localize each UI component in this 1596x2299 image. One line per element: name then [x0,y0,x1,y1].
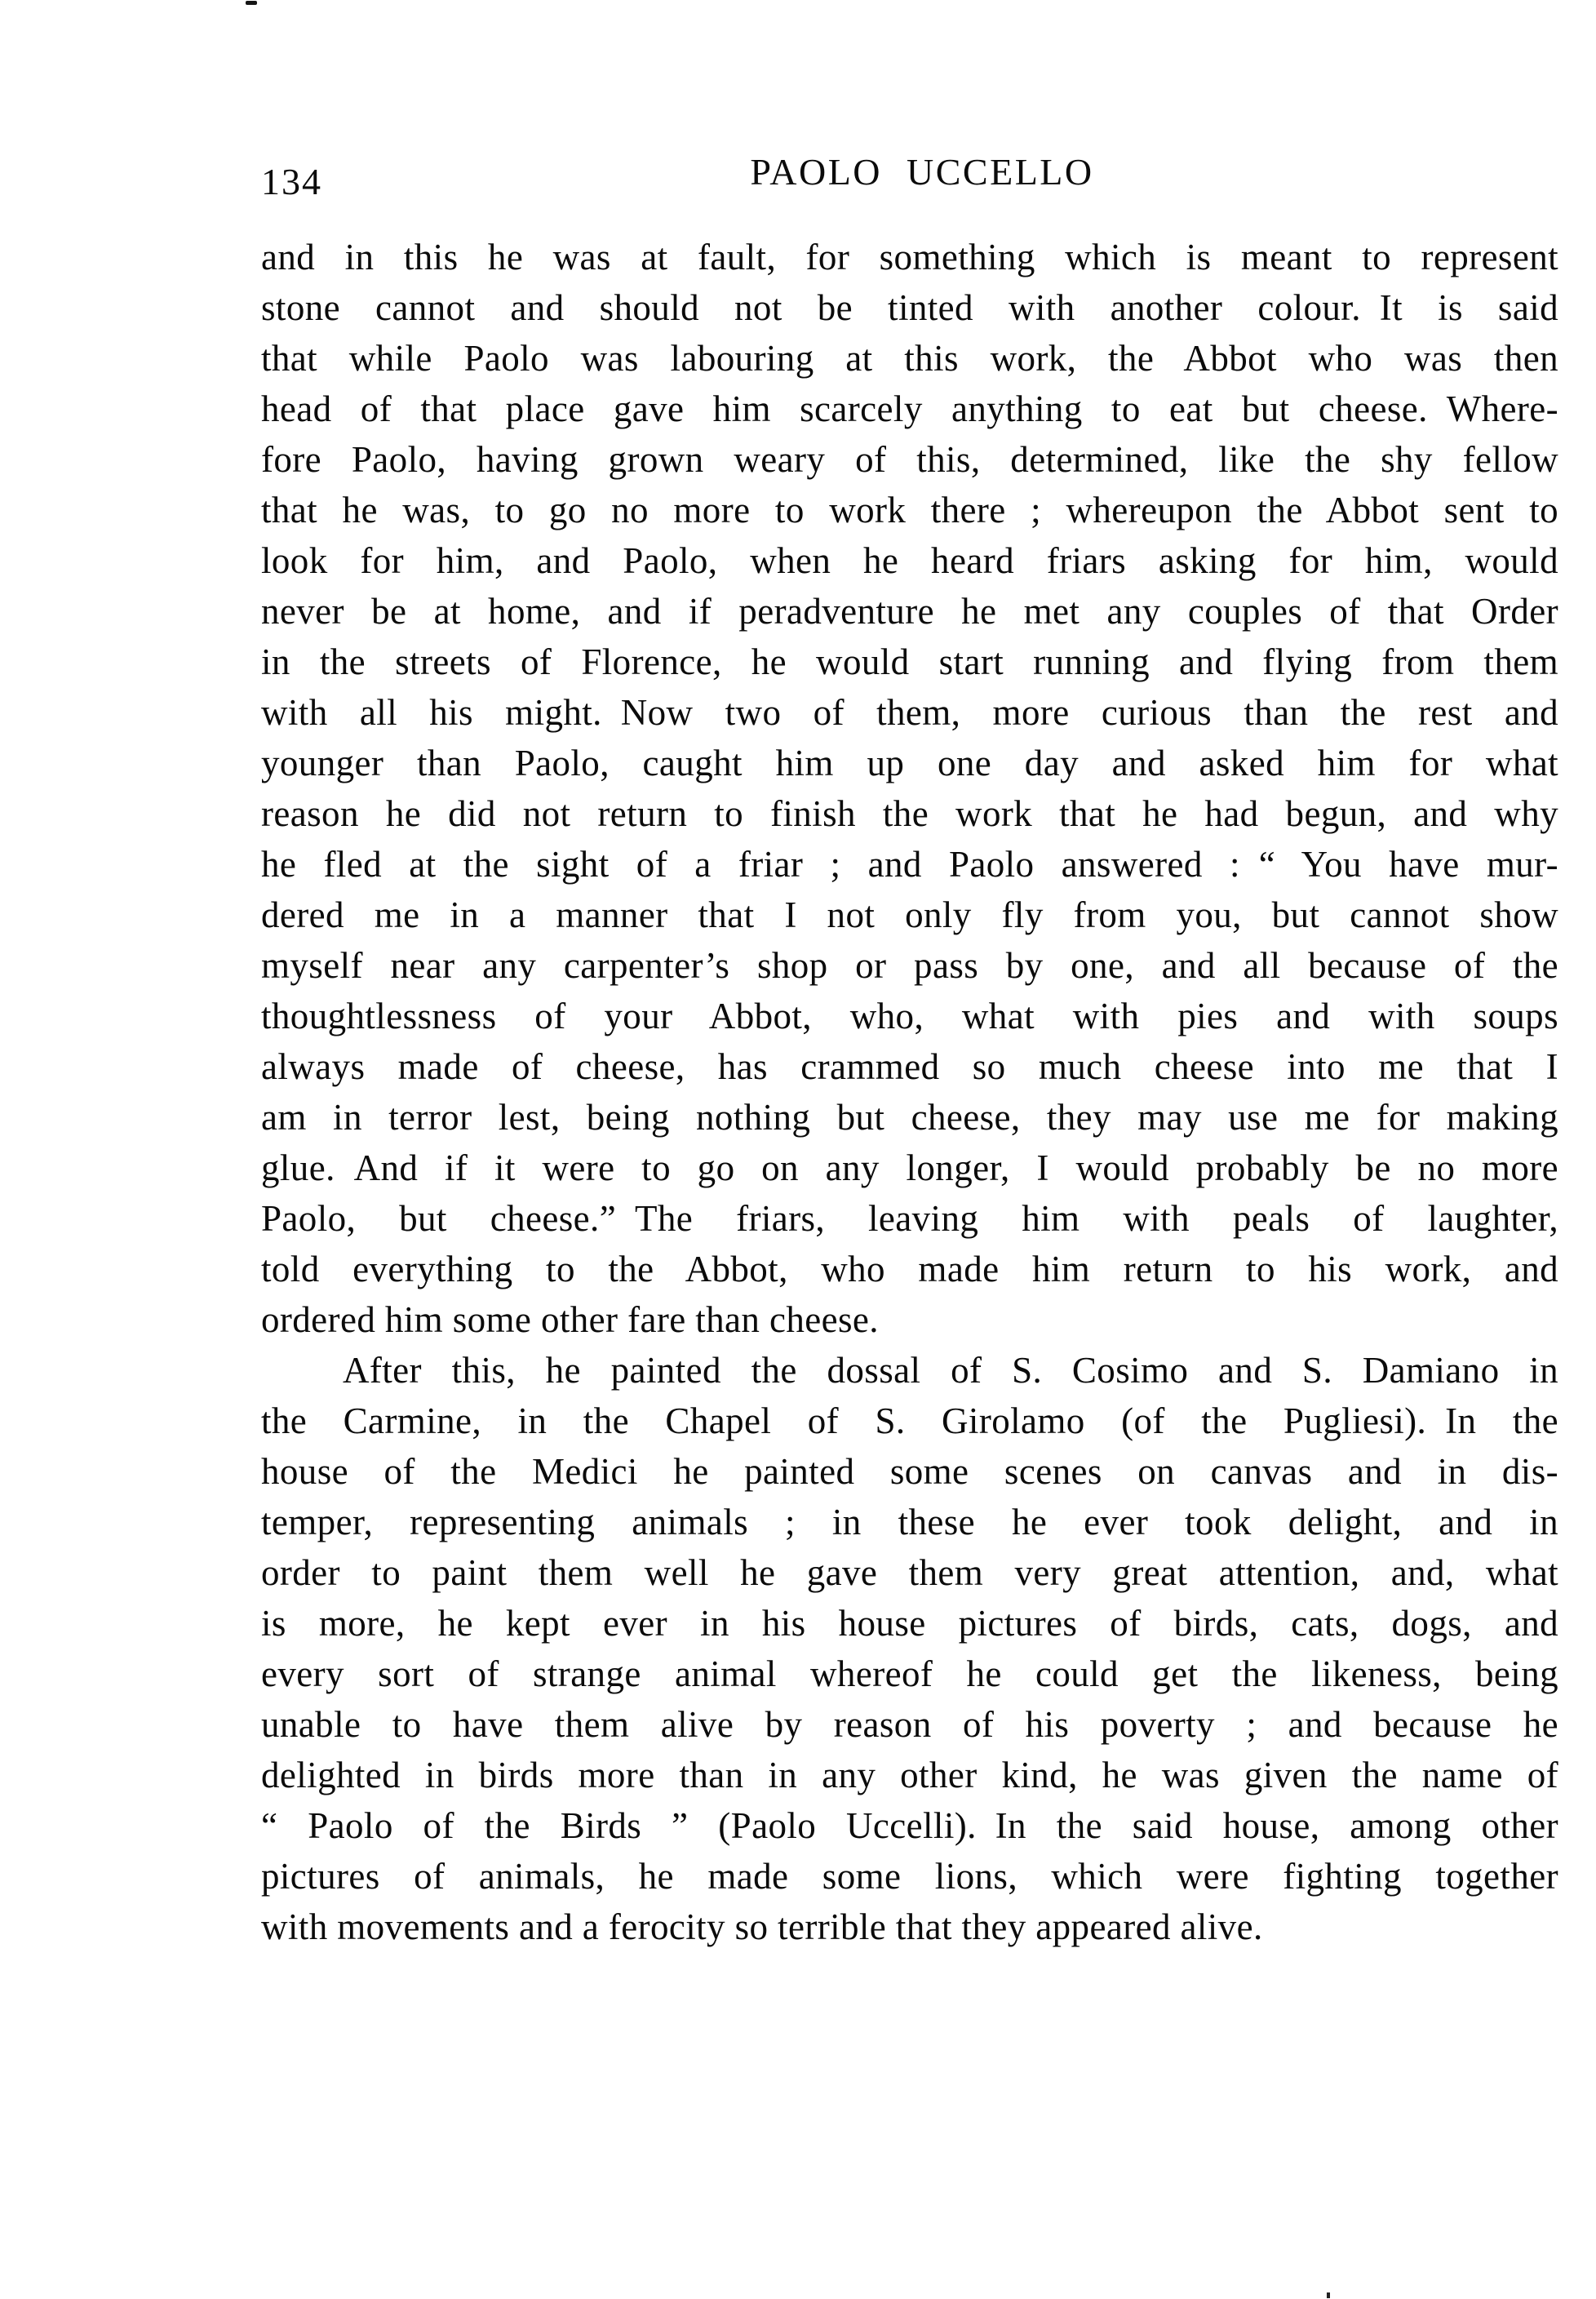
text-line: in the streets of Florence, he would start running and flying from them [261,641,1558,682]
text-line: reason he did not return to finish the work that he had begun, and why [261,793,1558,834]
text-line: with all his might. Now two of them, more curious than the rest and [261,692,1558,733]
page-number: 134 [261,161,322,202]
text-line: every sort of strange animal whereof he could get the likeness, being [261,1653,1558,1694]
text-line: pictures of animals, he made some lions, which were fighting together [261,1856,1558,1897]
text-line: house of the Medici he painted some scenes on canvas and in dis- [261,1451,1558,1492]
text-line: thoughtlessness of your Abbot, who, what with pies and with soups [261,996,1558,1036]
body-text [261,232,1558,1952]
text-line: Paolo, but cheese.” The friars, leaving him with peals of laughter, [261,1198,1558,1239]
text-line: told everything to the Abbot, who made him return to his work, and [261,1249,1558,1289]
text-line: unable to have them alive by reason of his poverty ; and because he [261,1704,1558,1745]
text-line: never be at home, and if peradventure he met any couples of that Order [261,591,1558,632]
scan-artifact-dot [1327,2292,1330,2298]
text-line: order to paint them well he gave them very great attention, and, what [261,1552,1558,1593]
text-line: younger than Paolo, caught him up one day and asked him for what [261,743,1558,783]
text-line: “ Paolo of the Birds ” (Paolo Uccelli). In the said house, among other [261,1805,1558,1846]
text-line: he fled at the sight of a friar ; and Paolo answered : “ You have mur- [261,844,1558,885]
text-line: glue. And if it were to go on any longer, I would probably be no more [261,1147,1558,1188]
text-line: am in terror lest, being nothing but cheese, they may use me for making [261,1097,1558,1138]
text-line: dered me in a manner that I not only fly from you, but cannot show [261,894,1558,935]
text-line: with movements and a ferocity so terrible that they appeared alive. [261,1906,1263,1947]
running-header-title: PAOLO UCCELLO [750,151,1094,193]
text-line: the Carmine, in the Chapel of S. Girolamo (of the Pugliesi). In the [261,1400,1558,1441]
text-line: head of that place gave him scarcely anything to eat but cheese. Where- [261,388,1558,429]
text-line: After this, he painted the dossal of S. Cosimo and S. Damiano in [343,1350,1558,1391]
text-line: and in this he was at fault, for something which is meant to represent [261,237,1558,277]
text-line: delighted in birds more than in any other kind, he was given the name of [261,1755,1558,1795]
text-line: look for him, and Paolo, when he heard friars asking for him, would [261,540,1558,581]
text-line: fore Paolo, having grown weary of this, determined, like the shy fellow [261,439,1558,480]
text-line: ordered him some other fare than cheese. [261,1299,879,1340]
text-line: that he was, to go no more to work there ; whereupon the Abbot sent to [261,490,1558,530]
text-line: temper, representing animals ; in these he ever took delight, and in [261,1502,1558,1542]
scan-artifact-dash [246,1,257,5]
text-line: stone cannot and should not be tinted with another colour. It is said [261,287,1558,328]
text-line: that while Paolo was labouring at this work, the Abbot who was then [261,338,1558,379]
text-line: always made of cheese, has crammed so much cheese into me that I [261,1046,1558,1087]
text-line: is more, he kept ever in his house pictures of birds, cats, dogs, and [261,1603,1558,1644]
text-line: myself near any carpenter’s shop or pass by one, and all because of the [261,945,1558,986]
